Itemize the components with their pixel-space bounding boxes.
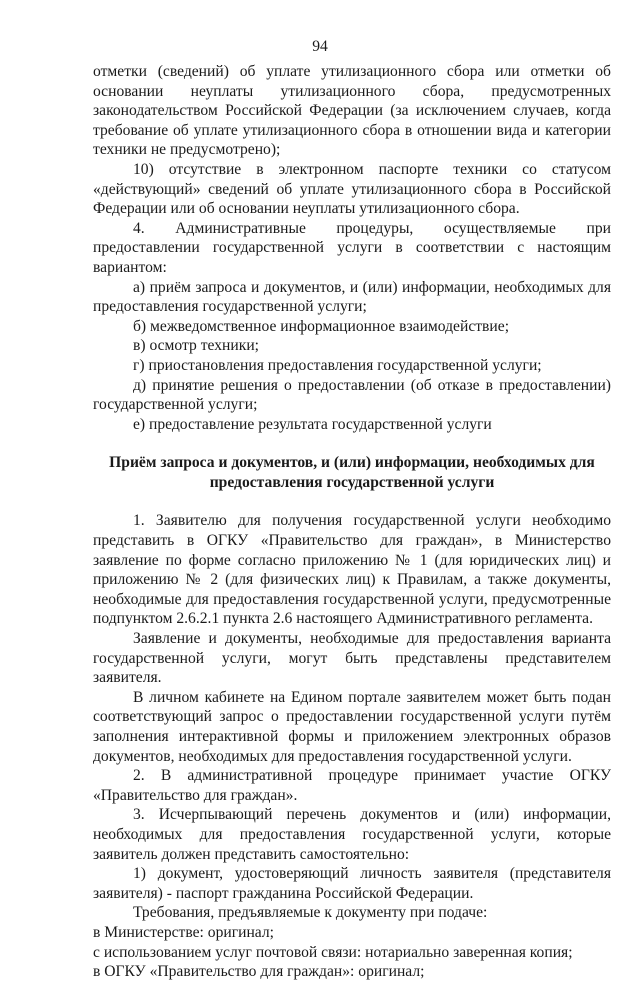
document-body [93,62,611,982]
paragraph-item-10: 10) отсутствие в электронном паспорте техники со статусом «действующий» сведений об уплате утилизационного сбора в Российской Федерации или об основании неуплаты утилизационного сбора. [93,160,611,218]
paragraph-procedures-intro: 4. Административные процедуры, осуществляемые при предоставлении государственной услуги в соответствии с настоящим вариантом: [93,219,611,276]
paragraph-3-1-passport: 1) документ, удостоверяющий личность заявителя (представителя заявителя) - паспорт гражданина Российской Федерации. [93,865,611,902]
paragraph-requirements: Требования, предъявляемые к документу при подаче: [133,904,488,922]
list-item-b: б) межведомственное информационное взаимодействие; [133,317,510,335]
paragraph-representative: Заявление и документы, необходимые для предоставления варианта государственной услуги, могут быть представлены представителем заявителя. [93,630,611,687]
paragraph-personal-account: В личном кабинете на Едином портале заявителем может быть подан соответствующий запрос о предоставлении государственной услуги путём заполнения интерактивной формы и приложением электронных образов документов, необходимых для предоставления государственной услуги. [93,688,611,765]
spacer [93,434,611,453]
spacer [93,492,611,511]
paragraph-utilization-fee-continuation: отметки (сведений) об уплате утилизационного сбора или отметки об основании неуплаты утилизационного сбора, предусмотренных законодательством Российской Федерации (за исключением случаев, когда требование об уплате утилизационного сбора в отношении вида и категории техники не предусмотрено); [93,63,611,159]
paragraph-2-participation: 2. В административной процедуре принимает участие ОГКУ «Правительство для граждан». [93,767,611,804]
list-item-v: в) осмотр техники; [133,337,259,355]
list-item-d: д) принятие решения о предоставлении (об отказе в предоставлении) государственной услуги; [93,376,611,414]
paragraph-postal-copy: с использованием услуг почтовой связи: нотариально заверенная копия; [93,943,573,961]
page-number: 94 [312,38,328,55]
paragraph-1-submission: 1. Заявителю для получения государственной услуги необходимо представить в ОГКУ «Правительство для граждан», в Министерство заявление по форме согласно приложению № 1 (для юридических лиц) и приложению № 2 (для физических лиц) к Правилам, а также документы, необходимые для предоставления государственной услуги, предусмотренные подпунктом 2.6.2.1 пункта 2.6 настоящего Административного регламента. [93,512,611,628]
section-heading: Приём запроса и документов, и (или) информации, необходимых для предоставления государственной услуги [109,454,595,491]
paragraph-ministry-original: в Министерстве: оригинал; [93,923,274,941]
list-item-a: а) приём запроса и документов, и (или) информации, необходимых для предоставления государственной услуги; [93,278,611,316]
list-item-g: г) приостановления предоставления государственной услуги; [133,356,542,374]
list-item-e: е) предоставление результата государственной услуги [133,415,492,433]
paragraph-3-documents-list: 3. Исчерпывающий перечень документов и (или) информации, необходимых для предоставления государственной услуги, которые заявитель должен представить самостоятельно: [93,806,611,863]
paragraph-ogku-original: в ОГКУ «Правительство для граждан»: оригинал; [93,963,425,981]
